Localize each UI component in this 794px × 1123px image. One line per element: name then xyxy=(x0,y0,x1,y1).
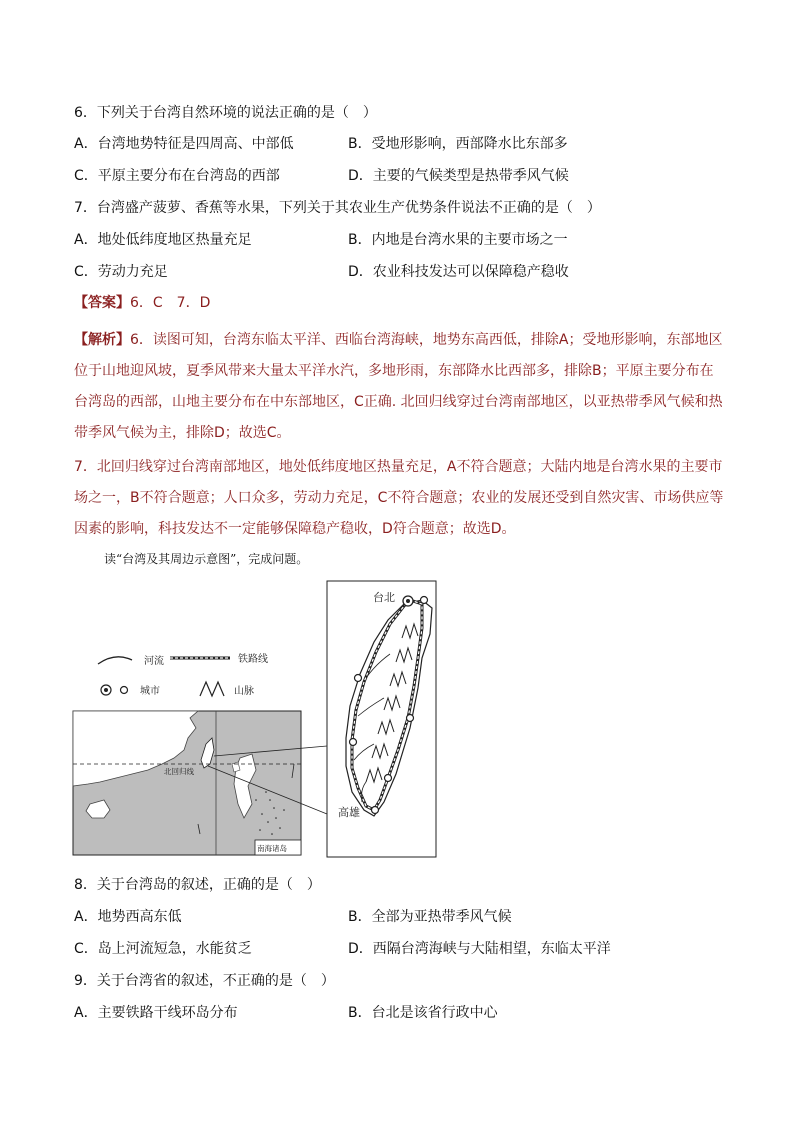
question-8-option-d: D．西隔台湾海峡与大陆相望，东临太平洋 xyxy=(348,941,611,957)
question-8-option-a: A．地势西高东低 xyxy=(74,909,182,925)
legend-river-icon xyxy=(98,657,132,664)
question-6-option-b: B．受地形影响，西部降水比东部多 xyxy=(348,136,568,152)
legend-city-icon xyxy=(121,687,128,694)
question-7-option-d: D．农业科技发达可以保障稳产稳收 xyxy=(348,264,569,280)
question-6-stem: 6．下列关于台湾自然环境的说法正确的是（ ） xyxy=(74,105,377,121)
legend-mountain-label: 山脉 xyxy=(234,686,254,697)
explanation-tag: 【解析】 xyxy=(74,332,130,348)
city-marker-west-2 xyxy=(350,739,357,746)
question-8-option-c: C．岛上河流短急，水能贫乏 xyxy=(74,941,252,957)
city-marker-east-2 xyxy=(407,715,414,722)
question-6-option-c: C．平原主要分布在台湾岛的西部 xyxy=(74,168,280,184)
city-marker-keelung xyxy=(421,597,428,604)
question-7-option-b: B．内地是台湾水果的主要市场之一 xyxy=(348,232,568,248)
legend-city-label: 城市 xyxy=(140,686,160,697)
question-7-option-a: A．地处低纬度地区热量充足 xyxy=(74,232,252,248)
explanation-6-text: 6．读图可知，台湾东临太平洋、西临台湾海峡，地势东高西低，排除A；受地形影响，东部地区位于山地迎风坡，夏季风带来大量太平洋水汽，多地形雨，东部降水比西部多，排除B；平原主要分布在台湾岛的西部，山地主要分布在中东部地区，C正确. 北回归线穿过台湾南部地区，以亚热带季风气候和热带季风气候为主，排除D；故选C。 xyxy=(74,332,723,441)
region-inset-map xyxy=(73,711,301,855)
question-6-option-d: D．主要的气候类型是热带季风气候 xyxy=(348,168,569,184)
legend-mountain-icon xyxy=(200,682,224,696)
taiwan-map-figure xyxy=(70,578,440,860)
map-caption: 读“台湾及其周边示意图”，完成问题。 xyxy=(104,552,309,566)
taipei-label: 台北 xyxy=(373,591,395,604)
answer-text: 6．C 7．D xyxy=(130,295,211,311)
legend-river-label: 河流 xyxy=(144,656,164,667)
question-6-option-a: A．台湾地势特征是四周高、中部低 xyxy=(74,136,294,152)
question-8-stem: 8．关于台湾岛的叙述，正确的是（ ） xyxy=(74,877,321,893)
kaohsiung-label: 高雄 xyxy=(338,806,360,819)
explanation-7: 7．北回归线穿过台湾南部地区，地处低纬度地区热量充足，A不符合题意；大陆内地是台湾水果的主要市场之一，B不符合题意；人口众多，劳动力充足，C不符合题意；农业的发展还受到自然灾害、市场供应等因素的影响，科技发达不一定能够保障稳产稳收，D符合题意；故选D。 xyxy=(74,459,724,537)
question-9-option-a: A．主要铁路干线环岛分布 xyxy=(74,1005,238,1021)
question-9-stem: 9．关于台湾省的叙述，不正确的是（ ） xyxy=(74,973,335,989)
question-8-option-b: B．全部为亚热带季风气候 xyxy=(348,909,512,925)
legend-railway-label: 铁路线 xyxy=(238,654,268,665)
map-legend xyxy=(98,652,268,697)
city-marker-west-1 xyxy=(355,675,362,682)
answer-tag: 【答案】 xyxy=(74,295,130,311)
taiwan-enlarged-map xyxy=(327,581,436,857)
question-7-option-c: C．劳动力充足 xyxy=(74,264,168,280)
answer-line xyxy=(74,293,210,313)
kaohsiung-marker xyxy=(372,807,379,814)
question-7-stem: 7．台湾盛产菠萝、香蕉等水果，下列关于其农业生产优势条件说法不正确的是（ ） xyxy=(74,200,601,216)
question-9-option-b: B．台北是该省行政中心 xyxy=(348,1005,498,1021)
city-marker-east-1 xyxy=(385,775,392,782)
explanation-6 xyxy=(74,325,724,449)
tropic-label: 北回归线 xyxy=(164,767,194,776)
south-sea-label: 南海诸岛 xyxy=(257,844,287,853)
